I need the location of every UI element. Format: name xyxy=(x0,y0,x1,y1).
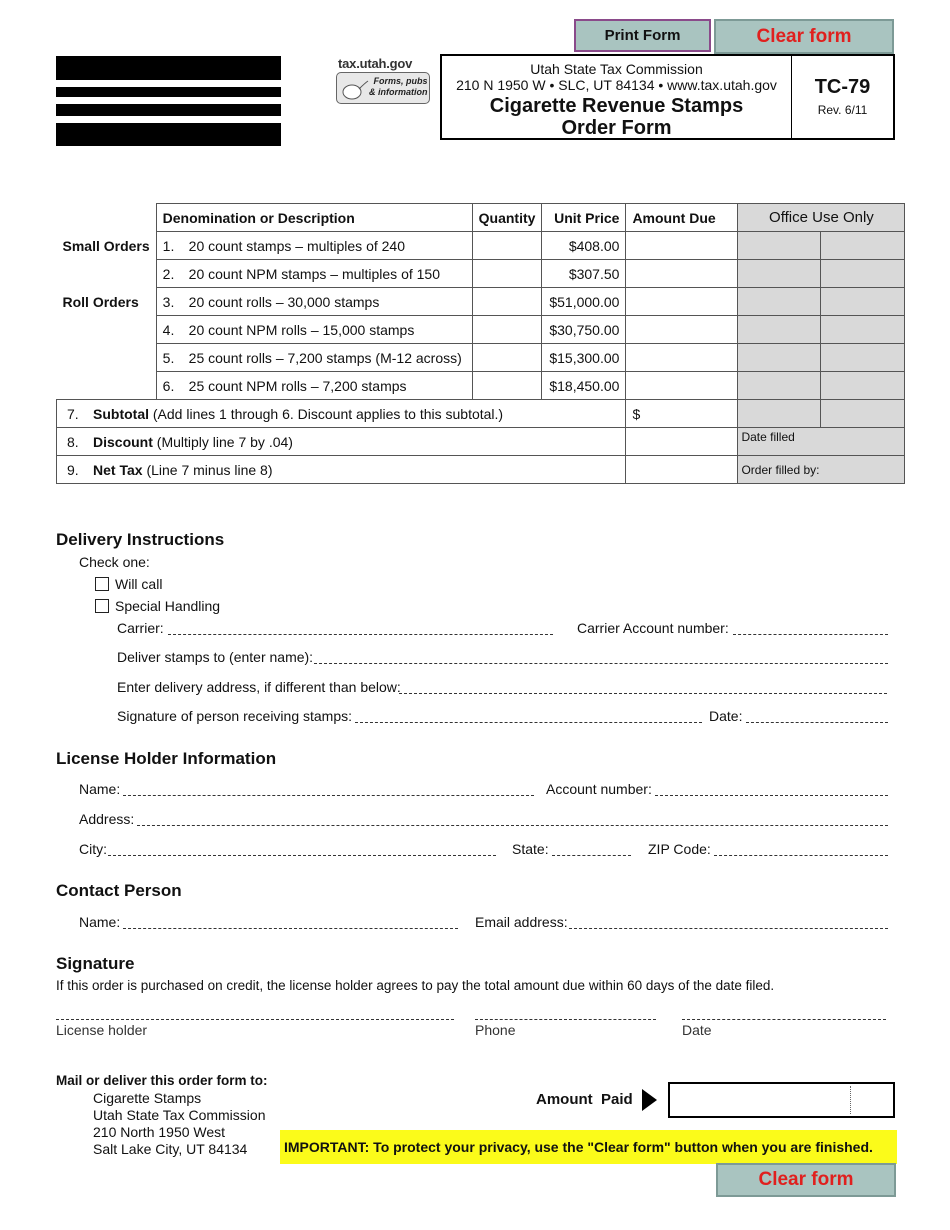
subtotal-note: (Add lines 1 through 6. Discount applies to this subtotal.) xyxy=(152,405,504,422)
site-sub-line2: & information xyxy=(369,87,428,97)
email-label: Email address: xyxy=(475,914,568,930)
discount-label: Discount xyxy=(93,433,153,450)
row-number: 2. xyxy=(162,265,175,282)
license-address-label: Address: xyxy=(79,811,135,827)
clear-form-button[interactable]: Clear form xyxy=(714,19,894,54)
delivery-address-label: Enter delivery address, if different than below: xyxy=(117,679,401,695)
receiver-date-label: Date: xyxy=(709,708,743,724)
discount-row xyxy=(57,428,905,456)
receiver-signature-field[interactable] xyxy=(355,722,702,723)
site-url: tax.utah.gov xyxy=(338,56,413,71)
net-tax-note: (Line 7 minus line 8) xyxy=(146,461,273,478)
delivery-address-field[interactable] xyxy=(399,693,887,694)
city-field[interactable] xyxy=(108,855,496,856)
unit-price: $15,300.00 xyxy=(542,344,626,372)
quantity-input[interactable] xyxy=(472,344,542,372)
row-number: 7. xyxy=(67,405,79,422)
row-number: 1. xyxy=(162,237,175,254)
signature-note: If this order is purchased on credit, the license holder agrees to pay the total amount due within 60 days of the date filed. xyxy=(56,978,775,993)
table-row xyxy=(57,344,905,372)
state-label: State: xyxy=(512,841,549,857)
currency-symbol: $ xyxy=(632,405,641,422)
unit-price: $18,450.00 xyxy=(542,372,626,400)
subtotal-input[interactable] xyxy=(626,400,738,428)
row-description: 25 count rolls – 7,200 stamps (M-12 across) xyxy=(188,349,462,366)
agency-name: Utah State Tax Commission xyxy=(530,61,703,77)
deliver-to-label: Deliver stamps to (enter name): xyxy=(117,649,314,665)
group-small-orders: Small Orders xyxy=(57,232,157,260)
row-description: 20 count stamps – multiples of 240 xyxy=(188,237,405,254)
account-number-label: Account number: xyxy=(546,781,652,797)
table-row xyxy=(57,372,905,400)
row-number: 3. xyxy=(162,293,175,310)
header-office-use: Office Use Only xyxy=(738,204,905,232)
license-name-field[interactable] xyxy=(123,795,534,796)
amount-due-input[interactable] xyxy=(626,372,738,400)
subtotal-label: Subtotal xyxy=(93,405,149,422)
mail-title: Mail or deliver this order form to: xyxy=(56,1073,268,1088)
row-number: 8. xyxy=(67,433,79,450)
phone-label: Phone xyxy=(475,1022,516,1038)
table-row xyxy=(57,316,905,344)
contact-name-field[interactable] xyxy=(123,928,458,929)
license-address-field[interactable] xyxy=(137,825,888,826)
signature-date-field[interactable] xyxy=(682,1019,886,1020)
quantity-input[interactable] xyxy=(472,372,542,400)
discount-note: (Multiply line 7 by .04) xyxy=(156,433,293,450)
amount-due-input[interactable] xyxy=(626,316,738,344)
form-header xyxy=(440,54,895,140)
mouse-icon xyxy=(341,79,369,101)
will-call-checkbox[interactable] xyxy=(95,577,109,591)
quantity-input[interactable] xyxy=(472,288,542,316)
subtotal-row xyxy=(57,400,905,428)
table-row xyxy=(57,232,905,260)
quantity-input[interactable] xyxy=(472,260,542,288)
license-name-label: Name: xyxy=(79,781,121,797)
carrier-label: Carrier: xyxy=(117,620,164,636)
check-one-label: Check one: xyxy=(79,554,150,570)
privacy-notice: IMPORTANT: To protect your privacy, use the "Clear form" button when you are finished. xyxy=(280,1130,897,1164)
row-description: 25 count NPM rolls – 7,200 stamps xyxy=(188,377,407,394)
will-call-label: Will call xyxy=(115,576,163,592)
form-number: TC-79 xyxy=(814,76,871,98)
unit-price: $307.50 xyxy=(542,260,626,288)
header-quantity: Quantity xyxy=(472,204,542,232)
mail-line: Salt Lake City, UT 84134 xyxy=(93,1141,248,1157)
amount-paid-field[interactable] xyxy=(668,1082,895,1118)
office-date-filled: Date filled xyxy=(738,428,905,456)
state-field[interactable] xyxy=(552,855,631,856)
special-handling-checkbox[interactable] xyxy=(95,599,109,613)
zip-field[interactable] xyxy=(714,855,888,856)
arrow-right-icon xyxy=(642,1089,657,1111)
signature-section-title: Signature xyxy=(56,954,135,973)
carrier-account-field[interactable] xyxy=(733,634,888,635)
agency-address: 210 N 1950 W • SLC, UT 84134 • www.tax.utah.gov xyxy=(456,77,777,93)
table-row xyxy=(57,288,905,316)
carrier-field[interactable] xyxy=(168,634,553,635)
clear-form-button-bottom[interactable]: Clear form xyxy=(716,1163,896,1197)
zip-label: ZIP Code: xyxy=(648,841,711,857)
mail-line: Cigarette Stamps xyxy=(93,1090,202,1106)
license-section-title: License Holder Information xyxy=(56,749,277,768)
row-number: 6. xyxy=(162,377,175,394)
email-field[interactable] xyxy=(569,928,888,929)
amount-due-input[interactable] xyxy=(626,288,738,316)
row-description: 20 count rolls – 30,000 stamps xyxy=(188,293,380,310)
order-table xyxy=(56,203,905,484)
account-number-field[interactable] xyxy=(655,795,888,796)
quantity-input[interactable] xyxy=(472,316,542,344)
header-amount-due: Amount Due xyxy=(626,204,738,232)
amount-due-input[interactable] xyxy=(626,232,738,260)
receiver-signature-label: Signature of person receiving stamps: xyxy=(117,708,353,724)
amount-due-input[interactable] xyxy=(626,260,738,288)
print-form-button[interactable]: Print Form xyxy=(574,19,711,52)
row-number: 4. xyxy=(162,321,175,338)
delivery-section-title: Delivery Instructions xyxy=(56,530,225,549)
discount-input[interactable] xyxy=(626,428,738,456)
city-label: City: xyxy=(79,841,107,857)
office-order-filled-by: Order filled by: xyxy=(738,456,905,484)
license-holder-label: License holder xyxy=(56,1022,148,1038)
form-title: Cigarette Revenue Stamps xyxy=(489,95,744,117)
header-description: Denomination or Description xyxy=(156,204,472,232)
unit-price: $51,000.00 xyxy=(542,288,626,316)
net-tax-row xyxy=(57,456,905,484)
tax-site-logo xyxy=(330,56,434,108)
contact-section-title: Contact Person xyxy=(56,881,182,900)
amount-due-input[interactable] xyxy=(626,344,738,372)
form-title-line2: Order Form xyxy=(561,117,672,139)
row-description: 20 count NPM stamps – multiples of 150 xyxy=(188,265,440,282)
row-description: 20 count NPM rolls – 15,000 stamps xyxy=(188,321,415,338)
site-sub-line1: Forms, pubs xyxy=(373,76,428,86)
unit-price: $408.00 xyxy=(542,232,626,260)
contact-name-label: Name: xyxy=(79,914,121,930)
deliver-to-field[interactable] xyxy=(314,663,888,664)
amount-paid-label: Amount Paid xyxy=(536,1091,633,1108)
row-number: 5. xyxy=(162,349,175,366)
phone-field[interactable] xyxy=(475,1019,656,1020)
form-revision: Rev. 6/11 xyxy=(817,103,868,117)
group-roll-orders: Roll Orders xyxy=(57,288,157,316)
quantity-input[interactable] xyxy=(472,232,542,260)
receiver-date-field[interactable] xyxy=(746,722,888,723)
carrier-account-label: Carrier Account number: xyxy=(577,620,729,636)
net-tax-input[interactable] xyxy=(626,456,738,484)
special-handling-label: Special Handling xyxy=(115,598,221,614)
header-unit-price: Unit Price xyxy=(542,204,626,232)
table-row xyxy=(57,260,905,288)
license-holder-signature-field[interactable] xyxy=(56,1019,454,1020)
net-tax-label: Net Tax xyxy=(93,461,143,478)
mail-line: Utah State Tax Commission xyxy=(93,1107,266,1123)
mail-line: 210 North 1950 West xyxy=(93,1124,226,1140)
row-number: 9. xyxy=(67,461,79,478)
signature-date-label: Date xyxy=(682,1022,712,1038)
unit-price: $30,750.00 xyxy=(542,316,626,344)
